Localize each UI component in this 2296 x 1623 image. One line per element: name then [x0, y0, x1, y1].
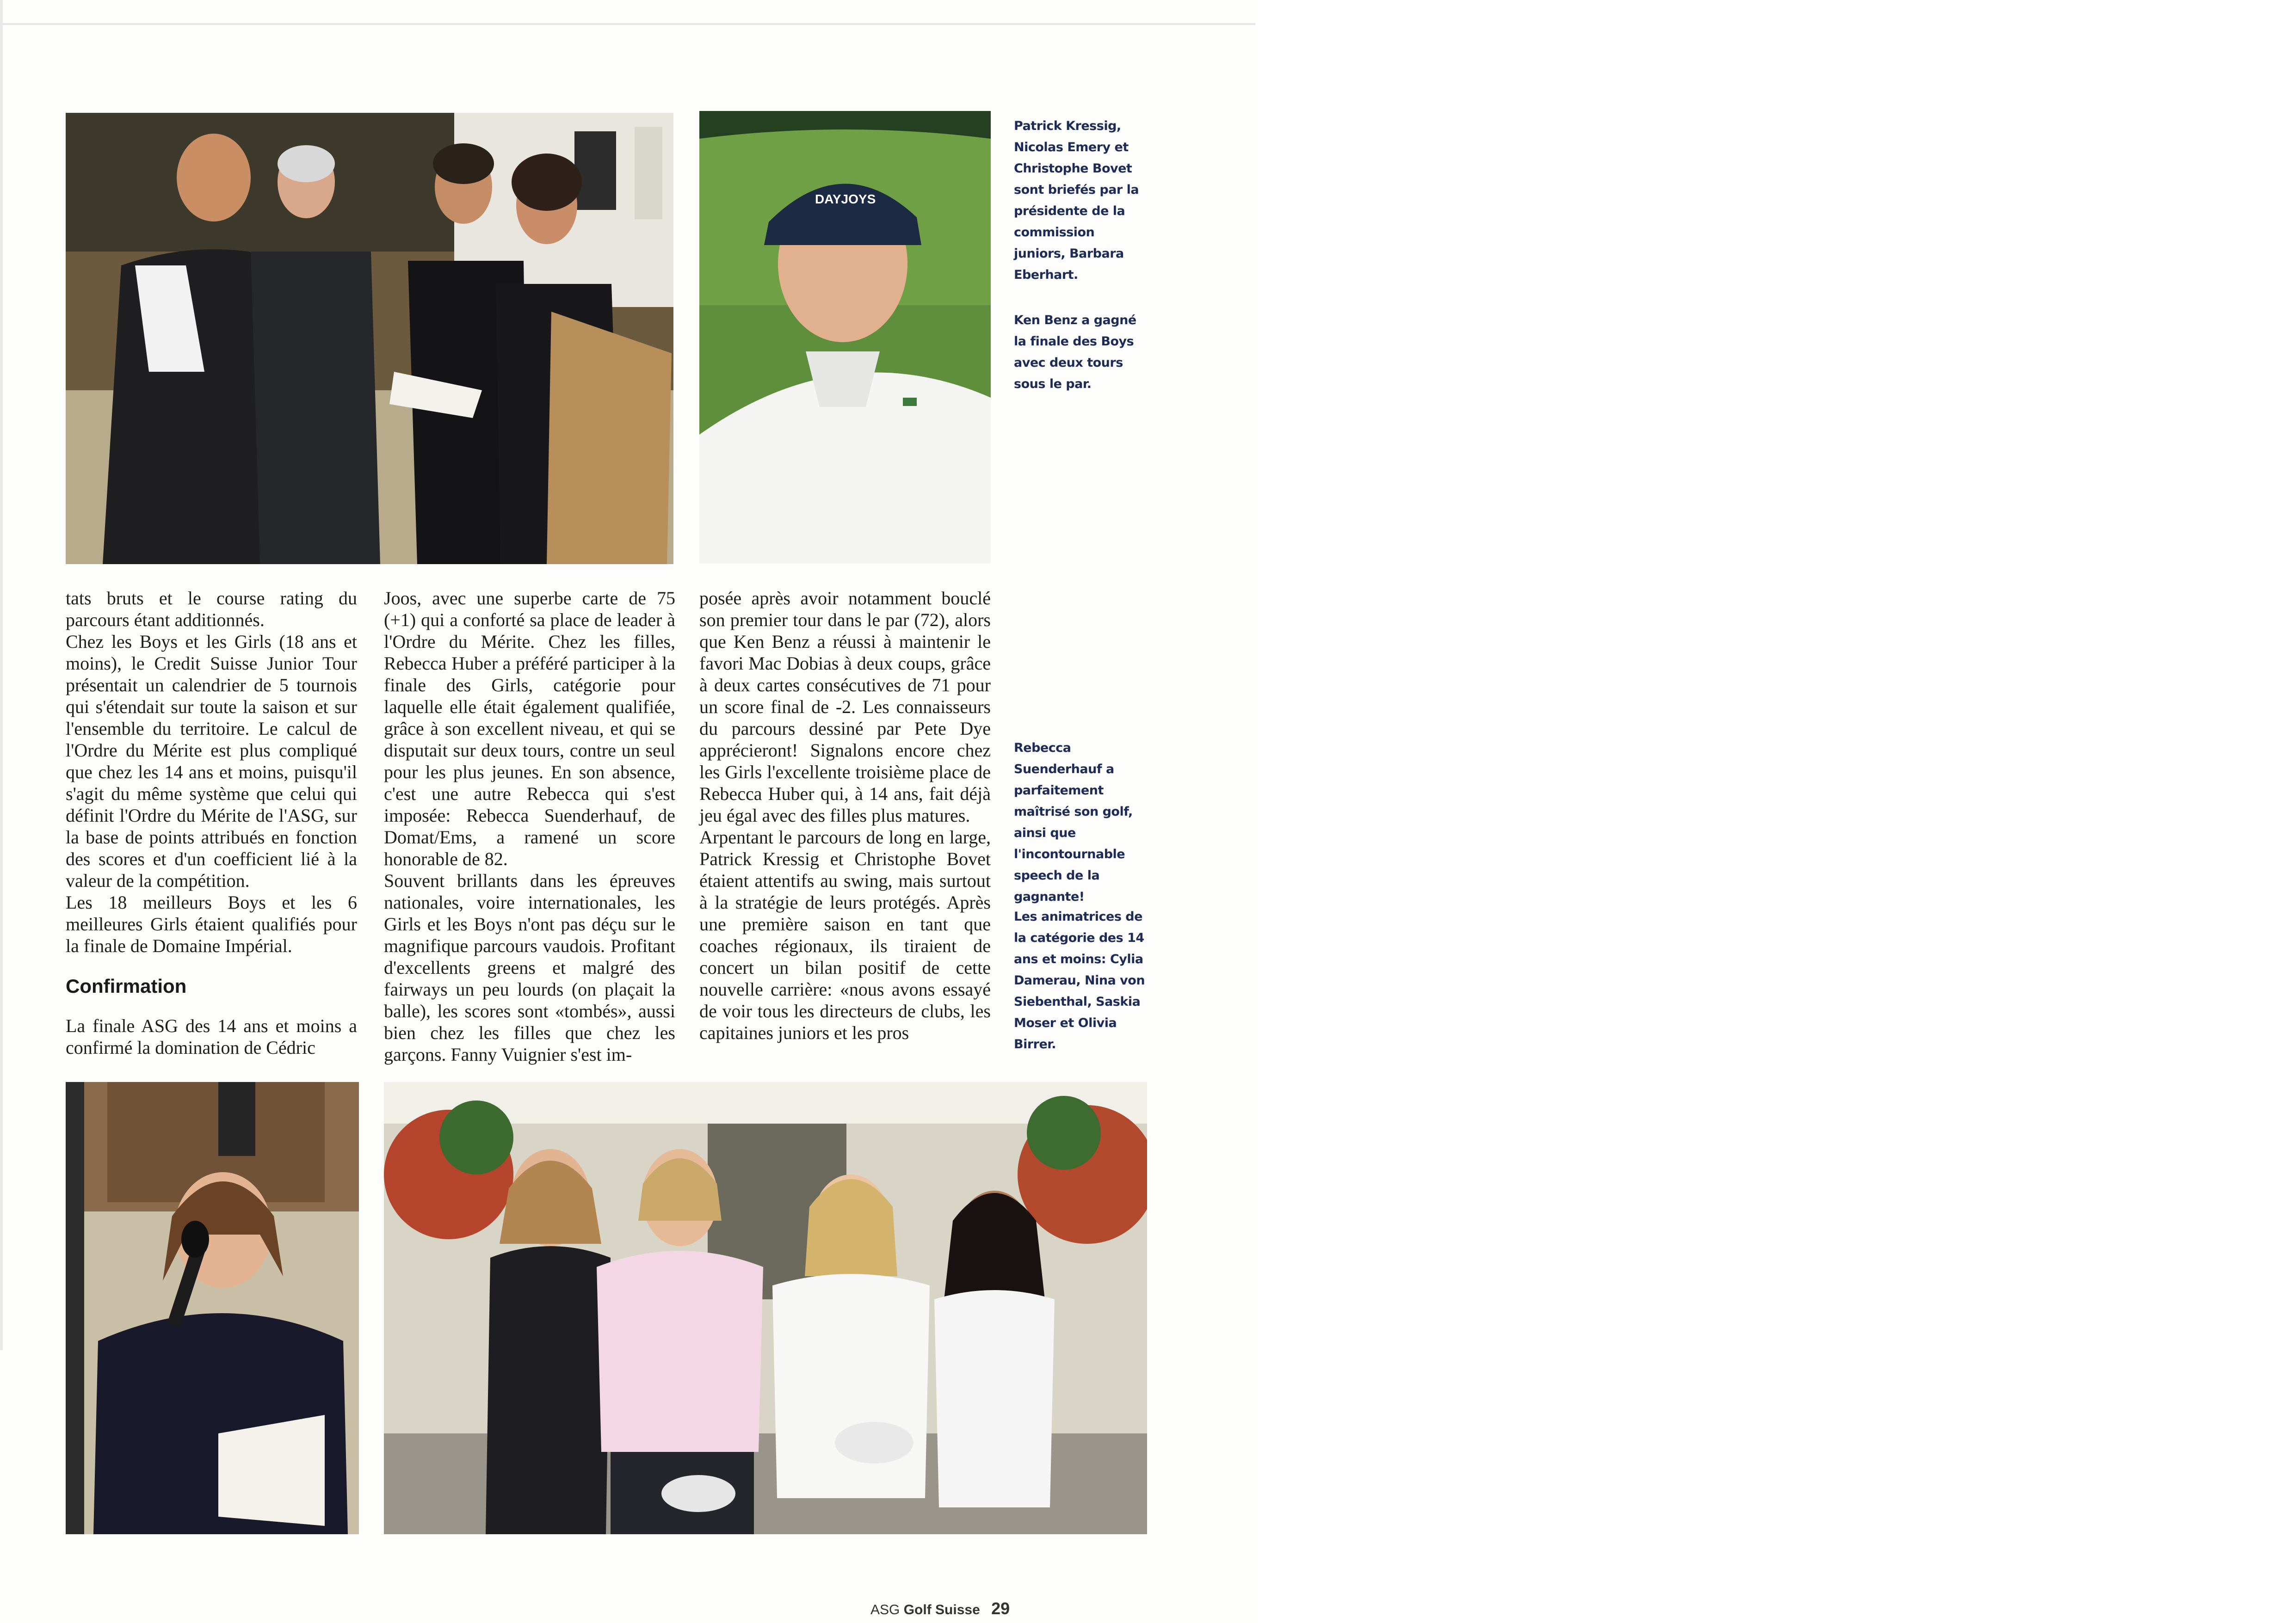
caption-four-girls: Les animatrices de la catégorie des 14 ans et moins: Cylia Damerau, Nina von Siebenthal, Saskia Moser et Olivia Birrer. — [1014, 910, 1145, 1051]
photo-four-girls — [384, 1082, 1147, 1534]
col2-paragraph-2: Souvent brillants dans les épreuves nationales, voire internationales, les Girls et les Boys n'ont pas déçu sur le magnifique parcours vaudois. Profitant d'excellents greens et malgré des fairways un peu lourds (on plaçait la balle), les scores sont «tombés», aussi bien chez les filles que chez les garçons. Fanny Vuignier s'est im- — [384, 870, 675, 1065]
caption-rebecca-speech: Rebecca Suenderhauf a parfaitement maîtrisé son golf, ainsi que l'incontournable speech de la gagnante! — [1014, 741, 1133, 904]
col1-paragraph-4: La finale ASG des 14 ans et moins a confirmé la domination de Cédric — [66, 1015, 357, 1058]
photo-four-girls-image — [384, 1082, 1147, 1534]
col3-paragraph-1: posée après avoir notamment bouclé son premier tour dans le par (72), alors que Ken Benz a réussi à maintenir le favori Mac Dobias à deux coups, grâce à deux cartes consécutives de 71 pour un score final de -2. Les connaisseurs du parcours dessiné par Pete Dye apprécieront! Signalons encore chez les Girls l'excellente troisième place de Rebecca Huber qui, à 14 ans, fait déjà jeu égal avec des filles plus matures. — [699, 588, 991, 826]
caption-coaches-briefing: Patrick Kressig, Nicolas Emery et Christophe Bovet sont briefés par la présidente de la commission juniors, Barbara Eberhart. — [1014, 119, 1139, 282]
photo-ken-benz — [699, 111, 991, 563]
page-top-rule — [0, 23, 1255, 25]
page-binding-shade — [0, 0, 3, 1350]
caption-ken-benz: Ken Benz a gagné la finale des Boys avec deux tours sous le par. — [1014, 313, 1136, 391]
col3-paragraph-2: Arpentant le parcours de long en large, Patrick Kressig et Christophe Bovet étaient attentifs au swing, mais surtout à la stratégie de leurs protégés. Après une première saison en tant que coaches régionaux, ils tiraient de concert un bilan positif de cette nouvelle carrière: «nous avons essayé de voir tous les directeurs de clubs, les capitaines juniors et les pros — [699, 827, 991, 1043]
col1-paragraph-1: tats bruts et le course rating du parcours étant additionnés. — [66, 588, 357, 630]
photo-rebecca-speech — [66, 1082, 359, 1534]
photo-ken-benz-image — [699, 111, 991, 563]
photo-rebecca-speech-image — [66, 1082, 359, 1534]
col1-paragraph-2: Chez les Boys et les Girls (18 ans et moins), le Credit Suisse Junior Tour présentait un calendrier de 5 tournois qui s'étendait sur toute la saison et sur l'ensemble du territoire. Le calcul de l'Ordre du Mérite est plus compliqué que chez les 14 ans et moins, puisqu'il s'agit du même système que celui qui définit l'Ordre du Mérite de l'ASG, sur la base de points attribués en fonction des scores et d'un coefficient lié à la valeur de la compétition. — [66, 631, 357, 891]
article-column-1 — [66, 587, 357, 1058]
col1-paragraph-3: Les 18 meilleurs Boys et les 6 meilleures Girls étaient qualifiés pour la finale de Domaine Impérial. — [66, 892, 357, 956]
photo-coaches-briefing-image — [66, 113, 673, 564]
article-column-2 — [384, 587, 675, 1065]
footer-magazine-name: Golf Suisse — [903, 1602, 980, 1617]
col2-paragraph-1: Joos, avec une superbe carte de 75 (+1) qui a conforté sa place de leader à l'Ordre du Mérite. Chez les filles, Rebecca Huber a préféré participer à la finale des Girls, catégorie pour laquelle elle était également qualifiée, grâce à son excellent niveau, et qui se disputait sur deux tours, contre un seul pour les plus jeunes. En son absence, c'est une autre Rebecca qui s'est imposée: Rebecca Suenderhauf, de Domat/Ems, a ramené un score honorable de 82. — [384, 588, 675, 869]
cap-logo-text: DAYJOYS — [815, 192, 876, 206]
page-number: 29 — [991, 1599, 1010, 1618]
photo-coaches-briefing — [66, 113, 673, 564]
page-footer — [870, 1599, 1010, 1618]
article-column-3 — [699, 587, 991, 1044]
footer-brand: ASG — [870, 1602, 900, 1617]
subhead-confirmation: Confirmation — [66, 975, 187, 997]
